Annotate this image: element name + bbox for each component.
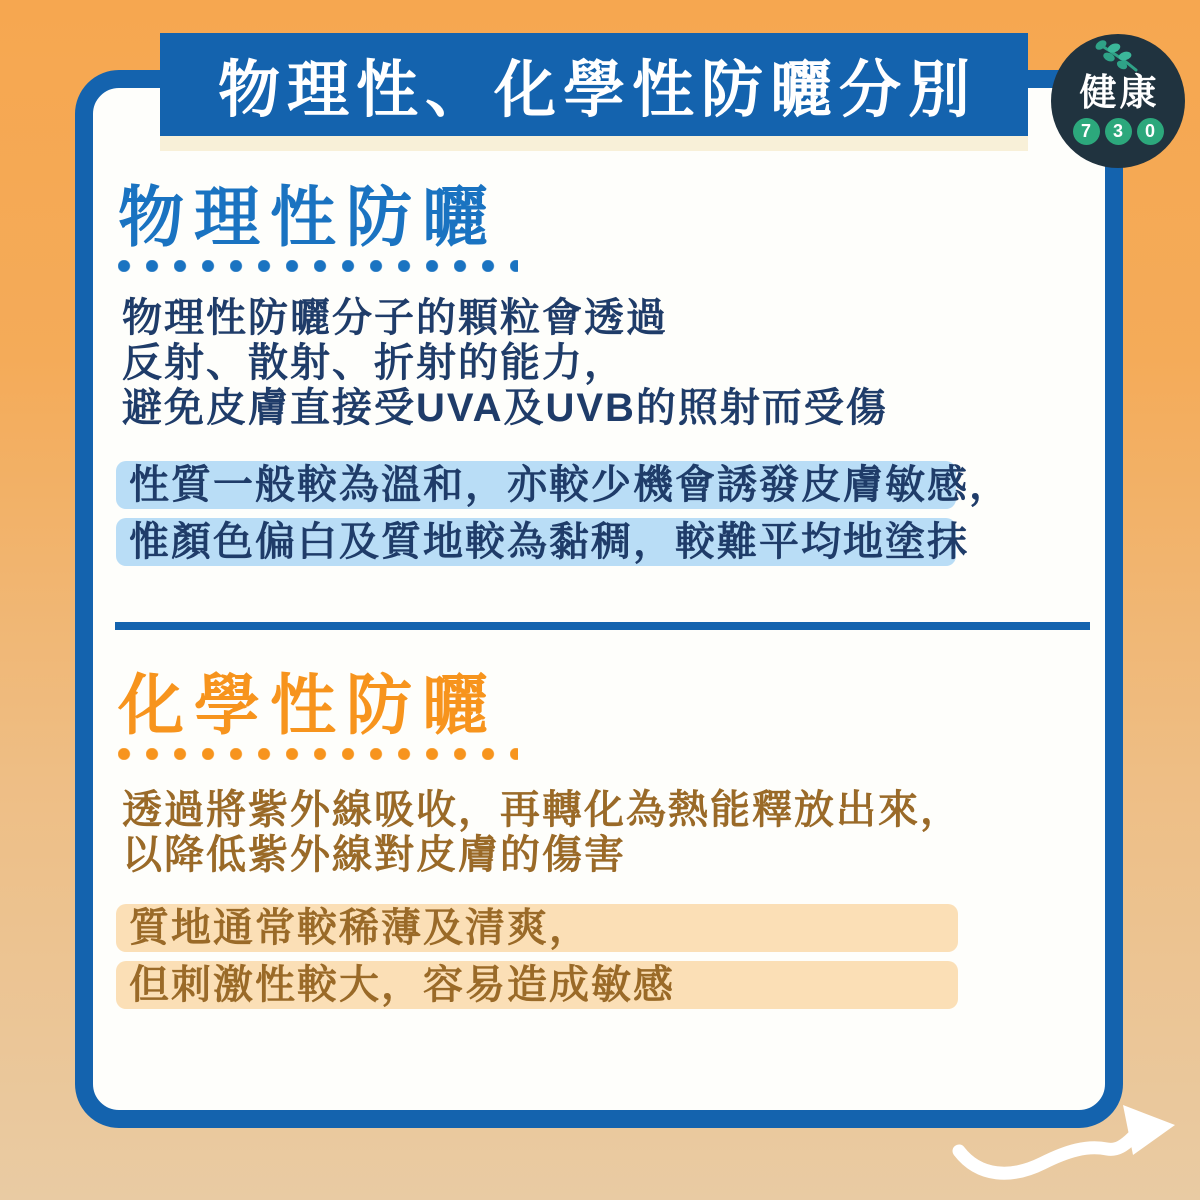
section-title-wrap [93,668,1105,760]
logo-number [1073,118,1164,145]
body-line: 避免皮膚直接受UVA及UVB的照射而受傷 [122,386,888,430]
squiggle-arrow-icon [945,1093,1185,1193]
section-body [122,296,1105,431]
logo-digit: 0 [1137,118,1164,145]
health730-logo [1051,34,1185,168]
section-chemical [93,668,1105,1009]
body-line: 反射、散射、折射的能力， [122,341,626,385]
highlight-pill: 性質一般較為溫和，亦較少機會誘發皮膚敏感， [116,461,956,509]
dotted-underline [118,260,518,272]
section-title-chemical: 化學性防曬 [118,668,498,742]
body-line: 透過將紫外線吸收，再轉化為熱能釋放出來， [122,788,962,832]
section-title-physical: 物理性防曬 [118,180,498,254]
section-divider [115,622,1090,630]
section-physical [93,180,1105,566]
card-content [93,88,1105,1009]
header-banner [160,33,1028,136]
highlight-group [116,461,1105,566]
page-title: 物理性、化學性防曬分別 [217,56,977,125]
content-card [75,70,1123,1128]
section-body [122,788,1105,878]
logo-digit: 7 [1073,118,1100,145]
logo-digit: 3 [1105,118,1132,145]
highlight-pill: 質地通常較稀薄及清爽， [116,904,958,952]
highlight-pill: 惟顏色偏白及質地較為黏稠，較難平均地塗抹 [116,518,956,566]
dotted-underline [118,748,518,760]
highlight-pill: 但刺激性較大，容易造成敏感 [116,961,958,1009]
body-line: 物理性防曬分子的顆粒會透過 [122,296,668,340]
logo-text: 健康 [1079,72,1160,113]
highlight-group [116,904,1105,1009]
leaf-icon [1092,40,1144,74]
body-line: 以降低紫外線對皮膚的傷害 [122,833,626,877]
